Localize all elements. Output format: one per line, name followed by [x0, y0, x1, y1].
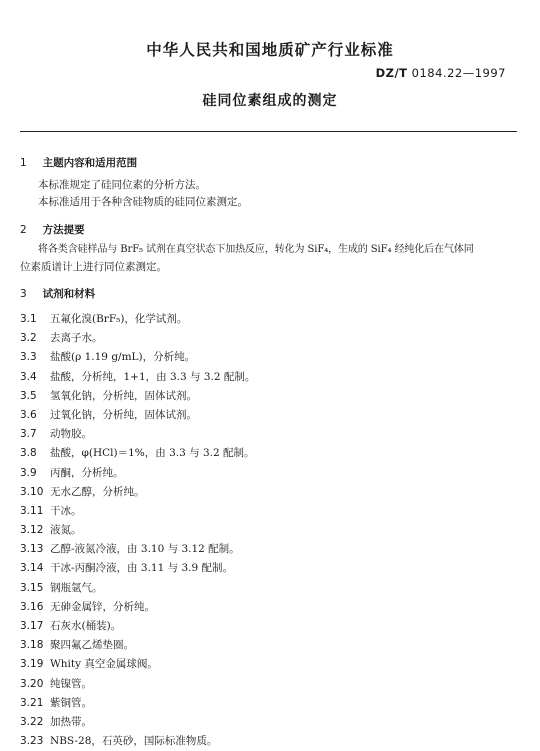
- list-item-text: 动物胶。: [50, 428, 92, 441]
- list-item-text: 去离子水。: [50, 332, 103, 345]
- list-item: [20, 655, 510, 674]
- list-item-number: 3.17: [20, 620, 44, 632]
- standard-code-number: 0184.22—1997: [411, 66, 506, 80]
- list-item-number: 3.16: [20, 600, 44, 613]
- list-item: [20, 310, 510, 329]
- list-item: [20, 502, 510, 521]
- list-item-text: 无砷金属锌，分析纯。: [50, 600, 155, 613]
- list-item-number: 3.9: [20, 466, 37, 479]
- list-item: [20, 675, 510, 694]
- list-item-number: 3.21: [20, 696, 44, 709]
- list-item-text: 液氮。: [50, 524, 82, 537]
- list-item: [20, 713, 510, 732]
- list-item-text: 无水乙醇，分析纯。: [50, 485, 145, 498]
- list-item-number: 3.18: [20, 639, 44, 652]
- section-title: 方法提要: [42, 224, 85, 236]
- list-item-text: 氢氧化钠，分析纯，固体试剂。: [50, 389, 197, 402]
- list-item-text: 丙酮，分析纯。: [50, 466, 124, 479]
- list-item-number: 3.4: [20, 370, 37, 383]
- list-item-number: 3.3: [20, 351, 37, 364]
- list-item-number: 3.10: [20, 485, 44, 498]
- list-item-text: 干冰。: [50, 504, 82, 517]
- list-item: [20, 617, 510, 636]
- list-item: [20, 732, 510, 751]
- list-item-text: 加热带。: [50, 715, 92, 728]
- standard-code-prefix: DZ/T: [375, 66, 408, 80]
- list-item-number: 3.12: [20, 524, 44, 537]
- section-2-heading: [20, 222, 85, 237]
- standard-category-title: 中华人民共和国地质矿产行业标准: [146, 41, 394, 59]
- section-number: 1: [20, 157, 27, 169]
- list-item: [20, 483, 510, 502]
- list-item-number: 3.6: [20, 408, 37, 421]
- section-title: 试剂和材料: [42, 288, 96, 300]
- list-item-number: 3.23: [20, 735, 44, 748]
- section-2-paragraph-line-1: 将各类含硅样品与 BrF₅ 试剂在真空状态下加热反应，转化为 SiF₄，生成的 SiF₄ 经纯化后在气体同: [38, 244, 474, 255]
- list-item-text: 石灰水(桶装)。: [50, 620, 122, 632]
- list-item: [20, 694, 510, 713]
- document-title: 硅同位素组成的测定: [202, 93, 338, 109]
- list-item-text: 盐酸，φ(HCl)＝1%，由 3.3 与 3.2 配制。: [50, 447, 255, 460]
- list-item: [20, 329, 510, 348]
- list-item: [20, 521, 510, 540]
- list-item: [20, 387, 510, 406]
- list-item-text: 盐酸，分析纯，1+1，由 3.3 与 3.2 配制。: [50, 370, 256, 383]
- header-divider: [20, 131, 517, 132]
- list-item: [20, 444, 510, 463]
- list-item-number: 3.13: [20, 543, 44, 556]
- list-item-text: Whity 真空金属球阀。: [50, 658, 158, 671]
- list-item: [20, 636, 510, 655]
- list-item: [20, 464, 510, 483]
- section-number: 3: [20, 288, 27, 300]
- list-item: [20, 559, 510, 578]
- list-item: [20, 368, 510, 387]
- list-item-number: 3.19: [20, 658, 44, 671]
- list-item-number: 3.14: [20, 562, 44, 575]
- list-item-number: 3.8: [20, 447, 37, 460]
- list-item-number: 3.5: [20, 389, 37, 402]
- section-number: 2: [20, 224, 27, 236]
- section-1-paragraph-2: 本标准适用于各种含硅物质的硅同位素测定。: [38, 196, 248, 208]
- list-item-text: 过氧化钠，分析纯，固体试剂。: [50, 408, 197, 421]
- section-2-paragraph-line-2: 位素质谱计上进行同位素测定。: [20, 261, 167, 273]
- list-item-text: NBS-28，石英砂，国际标准物质。: [50, 735, 218, 748]
- list-item-text: 紫铜管。: [50, 696, 92, 709]
- list-item: [20, 406, 510, 425]
- list-item: [20, 579, 510, 598]
- list-item-text: 聚四氟乙烯垫圈。: [50, 639, 134, 652]
- list-item-text: 乙醇-液氮冷液，由 3.10 与 3.12 配制。: [50, 543, 240, 556]
- list-item-number: 3.15: [20, 581, 44, 594]
- list-item-number: 3.2: [20, 332, 37, 345]
- list-item-number: 3.11: [20, 504, 44, 517]
- list-item: [20, 425, 510, 444]
- standard-code: [376, 66, 506, 80]
- reagent-list: [20, 310, 510, 751]
- list-item-text: 盐酸(ρ 1.19 g/mL)，分析纯。: [50, 351, 196, 364]
- list-item: [20, 540, 510, 559]
- list-item-number: 3.7: [20, 428, 37, 441]
- section-3-heading: [20, 286, 95, 301]
- section-1-heading: [20, 155, 137, 170]
- list-item: [20, 598, 510, 617]
- list-item-text: 五氟化溴(BrF₅)，化学试剂。: [50, 313, 188, 325]
- list-item-text: 钢瓶氩气。: [50, 581, 103, 594]
- list-item-text: 纯镍管。: [50, 677, 92, 690]
- list-item-number: 3.20: [20, 677, 44, 690]
- list-item-number: 3.22: [20, 715, 44, 728]
- list-item-number: 3.1: [20, 313, 37, 325]
- list-item: [20, 348, 510, 367]
- section-title: 主题内容和适用范围: [42, 157, 138, 169]
- section-1-paragraph-1: 本标准规定了硅同位素的分析方法。: [38, 179, 206, 191]
- list-item-text: 干冰-丙酮冷液，由 3.11 与 3.9 配制。: [50, 562, 233, 575]
